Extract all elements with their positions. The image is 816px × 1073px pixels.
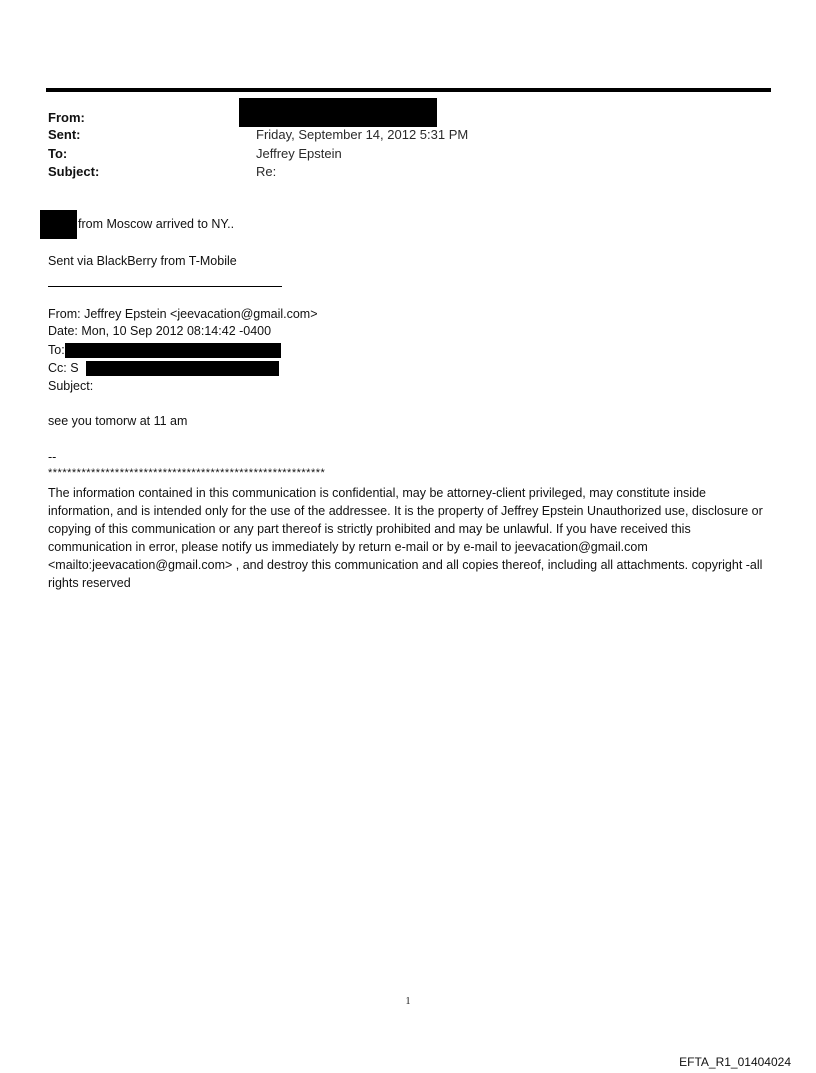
document-id: EFTA_R1_01404024 bbox=[679, 1055, 791, 1069]
cc-redaction bbox=[86, 361, 279, 376]
quoted-from: From: Jeffrey Epstein <jeevacation@gmail.com> bbox=[48, 307, 318, 321]
confidentiality-disclaimer: The information contained in this communication is confidential, may be attorney-client privileged, may constitute inside information, and is intended only for the use of the addressee. It is the property of Jeffrey Epstein Unauthorized use, disclosure or copying of this communication or any part thereof is strictly prohibited and may be unlawful. If you have received this communication in error, please notify us immediately by return e-mail or by e-mail to jeevacation@gmail.com <mailto:jeevacation@gmail.com> , and destroy this communication and all copies thereof, including all attachments. copyright -all rights reserved bbox=[48, 486, 763, 590]
top-rule bbox=[46, 88, 771, 92]
to-value: Jeffrey Epstein bbox=[256, 146, 342, 161]
reply-message: from Moscow arrived to NY.. bbox=[78, 217, 235, 231]
signature-dashes: -- bbox=[48, 450, 57, 464]
quoted-message: see you tomorw at 11 am bbox=[48, 414, 188, 428]
from-label: From: bbox=[48, 110, 85, 125]
from-redaction bbox=[239, 98, 437, 127]
name-redaction bbox=[40, 210, 77, 239]
page-number: 1 bbox=[405, 996, 411, 1007]
sent-value: Friday, September 14, 2012 5:31 PM bbox=[256, 127, 469, 142]
to-redaction bbox=[65, 343, 281, 358]
to-label: To: bbox=[48, 146, 68, 161]
separator-line bbox=[48, 286, 282, 287]
sent-label: Sent: bbox=[48, 127, 81, 142]
quoted-cc-label: Cc: S bbox=[48, 361, 79, 375]
reply-signature: Sent via BlackBerry from T-Mobile bbox=[48, 254, 237, 268]
quoted-date: Date: Mon, 10 Sep 2012 08:14:42 -0400 bbox=[48, 324, 272, 338]
asterisk-line: ********************************************************** bbox=[48, 467, 326, 479]
subject-label: Subject: bbox=[48, 164, 100, 179]
quoted-to-label: To: bbox=[48, 343, 65, 357]
quoted-subject: Subject: bbox=[48, 379, 94, 393]
subject-value: Re: bbox=[256, 164, 277, 179]
